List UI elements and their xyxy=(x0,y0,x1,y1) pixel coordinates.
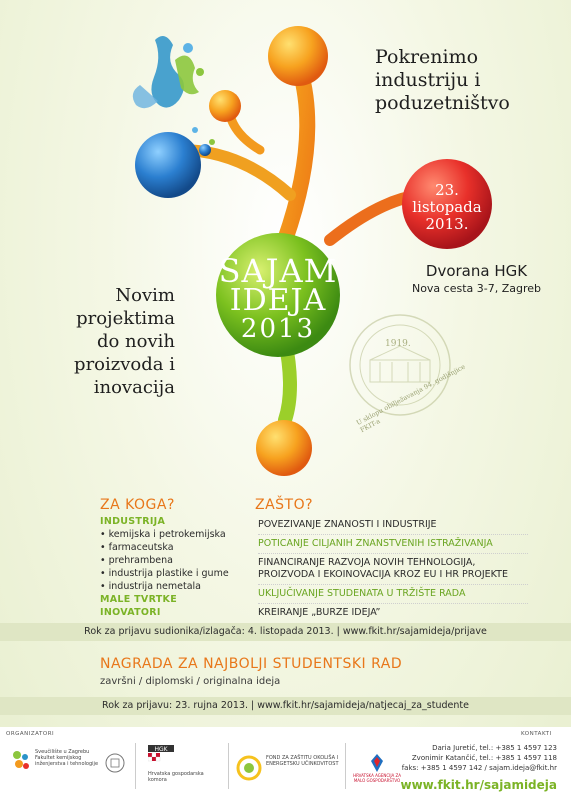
list-item: UKLJUČIVANJE STUDENATA U TRŽIŠTE RADA xyxy=(258,585,528,604)
list-item: • farmaceutska xyxy=(100,542,174,553)
inovatori-label: INOVATORI xyxy=(100,607,161,618)
title-year: 2013 xyxy=(240,314,316,344)
logo-fzoeu xyxy=(236,755,341,781)
hamag-logo-text: HRVATSKA AGENCIJA ZA MALO GOSPODARSTVO xyxy=(353,773,401,783)
date-day: 23. xyxy=(435,181,459,199)
logo-fkit xyxy=(10,749,100,773)
divider xyxy=(135,743,136,789)
event-date xyxy=(402,182,492,233)
venue-name: Dvorana HGK xyxy=(425,262,528,280)
list-item: • prehrambena xyxy=(100,555,173,566)
contact-info xyxy=(402,743,557,773)
title-ideja: IDEJA xyxy=(229,283,327,318)
hgk-logo-text: Hrvatska gospodarska komora xyxy=(148,771,204,783)
contact-line: faks: +385 1 4597 142 / sajam.ideja@fkit.hr xyxy=(401,764,557,772)
list-item: • kemijska i petrokemijska xyxy=(100,529,226,540)
headline-line: industriju i xyxy=(375,69,481,91)
date-year: 2013. xyxy=(425,215,469,233)
logo-hgk xyxy=(148,745,218,783)
industrija-label: INDUSTRIJA xyxy=(100,516,166,527)
student-deadline-band: Rok za prijavu: 23. rujna 2013. | www.fkit.hr/sajamideja/natjecaj_za_studente xyxy=(0,697,571,715)
slogan-line: do novih xyxy=(96,331,175,352)
za-koga-list xyxy=(100,515,250,619)
slogan xyxy=(60,284,175,399)
sphere-small-orange xyxy=(209,90,241,122)
university-seal-icon xyxy=(105,751,125,775)
slogan-line: Novim xyxy=(115,285,175,306)
headline-line: poduzetništvo xyxy=(375,92,510,114)
event-title xyxy=(218,252,338,344)
seal-year: 1919. xyxy=(385,339,411,349)
hamag-logo-icon xyxy=(370,753,384,773)
contact-line: Daria Juretić, tel.: +385 1 4597 123 xyxy=(432,744,557,752)
slogan-line: projektima xyxy=(76,308,175,329)
slogan-line: proizvoda i xyxy=(74,354,175,375)
registration-deadline-band: Rok za prijavu sudionika/izlagača: 4. listopada 2013. | www.fkit.hr/sajamideja/prijave xyxy=(0,623,571,641)
list-item: • industrija nemetala xyxy=(100,581,202,592)
website-link[interactable]: www.fkit.hr/sajamideja xyxy=(400,778,557,792)
fkit-logo-text: Sveučilište u Zagrebu Fakultet kemijskog inženjerstva i tehnologije xyxy=(35,749,99,767)
bond-left-short xyxy=(230,115,260,150)
venue-address: Nova cesta 3-7, Zagreb xyxy=(411,282,542,295)
slogan-line: inovacija xyxy=(93,377,175,398)
footer xyxy=(0,727,571,800)
bond-top xyxy=(285,70,307,240)
za-koga-heading: ZA KOGA? xyxy=(100,497,175,513)
kontakti-label: KONTAKTI xyxy=(521,731,552,737)
seal-text: U sklopu obilježavanja 94. godišnjice FKIT-a xyxy=(355,362,467,435)
date-month: listopada xyxy=(412,198,482,216)
award-categories: završni / diplomski / originalna ideja xyxy=(100,676,281,687)
zasto-list xyxy=(258,516,528,622)
list-item: POVEZIVANJE ZNANOSTI I INDUSTRIJE xyxy=(258,516,528,535)
logo-hamag xyxy=(352,753,402,783)
award-heading: NAGRADA ZA NAJBOLJI STUDENTSKI RAD xyxy=(100,656,403,672)
list-item: POTICANJE CILJANIH ZNANSTVENIH ISTRAŽIVANJA xyxy=(258,535,528,554)
divider xyxy=(228,743,229,789)
fzoeu-logo-icon xyxy=(236,755,262,781)
organizatori-label: ORGANIZATORI xyxy=(6,731,55,737)
svg-text:HGK: HGK xyxy=(154,746,168,753)
hgk-logo-icon xyxy=(148,745,174,767)
list-item: FINANCIRANJE RAZVOJA NOVIH TEHNOLOGIJA, PROIZVODA I EKOINOVACIJA KROZ EU I HR PROJEKTE xyxy=(258,554,528,585)
fkit-logo-icon xyxy=(10,749,32,773)
list-item: • industrija plastike i gume xyxy=(100,568,229,579)
sphere-blue xyxy=(135,132,201,198)
zasto-heading: ZAŠTO? xyxy=(255,497,314,513)
fzoeu-logo-text: FOND ZA ZAŠTITU OKOLIŠA I ENERGETSKU UČINKOVITOST xyxy=(266,755,339,767)
sphere-top-orange xyxy=(268,26,328,86)
contact-line: Zvonimir Katančić, tel.: +385 1 4597 118 xyxy=(411,754,557,762)
sphere-tiny-blue xyxy=(199,144,211,156)
sphere-bottom-orange xyxy=(256,420,312,476)
divider xyxy=(345,743,346,789)
venue xyxy=(389,262,564,295)
male-tvrtke-label: MALE TVRTKE xyxy=(100,594,178,605)
headline xyxy=(375,46,560,115)
headline-line: Pokrenimo xyxy=(375,46,479,68)
list-item: KREIRANJE „BURZE IDEJA” xyxy=(258,607,381,618)
title-sajam: SAJAM xyxy=(218,252,338,290)
